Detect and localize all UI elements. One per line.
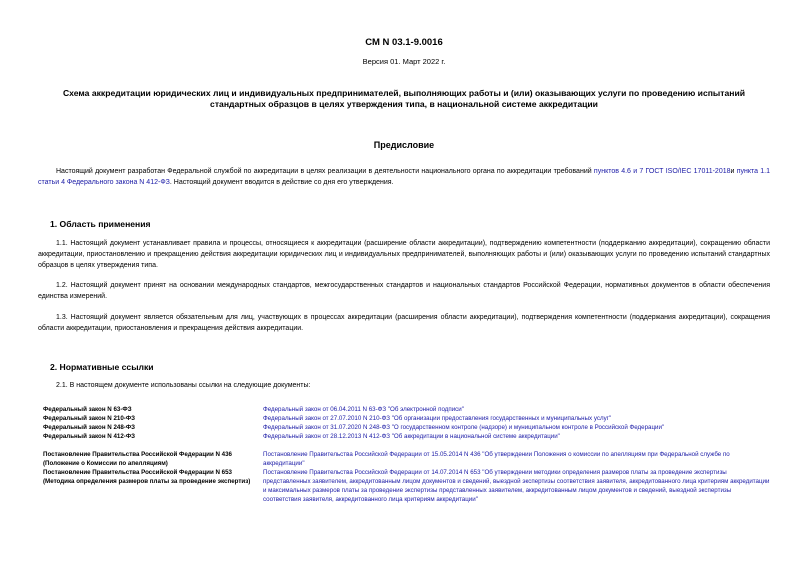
table-row (43, 405, 770, 414)
title-line-2: стандартных образцов в целях утверждения типа, в национальной системе аккредитации (210, 99, 598, 109)
ref-name: Федеральный закон N 412-ФЗ (43, 433, 136, 440)
section-1-paragraph-1: 1.1. Настоящий документ устанавливает правила и процессы, относящиеся к аккредитации (расширение области аккредитации), подтверждению компетентности (поддержанию аккредитации), сокращению области аккредитации, приостановлению и прекращению действия аккредитации юридических лиц и индивидуальных предпринимателей, выполняющих работы и (или) оказывающих услуги по проведению испытаний стандартных образцов в целях утверждения типа. (38, 240, 770, 269)
table-gap (43, 441, 770, 450)
ref-link[interactable]: Федеральный закон от 06.04.2011 N 63-ФЗ "Об электронной подписи" (263, 406, 464, 413)
preface-paragraph (38, 166, 770, 188)
title-line-1: Схема аккредитации юридических лиц и индивидуальных предпринимателей, выполняющих работы и (или) оказывающих услуги по проведению испытаний (62, 88, 746, 98)
ref-name: Постановление Правительства Российской Федерации N 653 (Методика определения размеров платы за проведение экспертиз) (43, 469, 251, 485)
ref-link[interactable]: Постановление Правительства Российской Федерации от 14.07.2014 N 653 "Об утверждении методики определения размеров платы за проведение экспертизы представленных заявителем, аккредитованным лицом документов и сведений, выездной экспертизы соответствия заявителя, аккредитованного лица критериям аккредитации и максимальных размеров платы за проведение экспертизы представленных заявителем, аккредитованным лицом документов и сведений, выездной экспертизы соответствия заявителя, аккредитованного лица критериям аккредитации" (263, 469, 770, 503)
section-2-heading: 2. Нормативные ссылки (50, 362, 154, 372)
gost-link[interactable]: пунктов 4.6 и 7 ГОСТ ISO/IEC 17011-2018 (593, 168, 731, 175)
law-412-link[interactable]: пункта 1.1 статьи 4 Федерального закона N 412-ФЗ (38, 168, 770, 186)
table-row (43, 423, 770, 432)
preface-text-before: Настоящий документ разработан Федеральной службой по аккредитации в целях реализации в деятельности национального органа по аккредитации требований (56, 168, 594, 175)
section-1-paragraph-3: 1.3. Настоящий документ является обязательным для лиц, участвующих в процессах аккредитации (расширения области аккредитации), подтверждения компетентности (поддержания аккредитации), сокращения области аккредитации, приостановления и прекращения действия аккредитации. (38, 314, 770, 332)
preface-heading: Предисловие (373, 140, 435, 150)
table-row (43, 432, 770, 441)
ref-name: Федеральный закон N 210-ФЗ (43, 415, 136, 422)
section-1-heading: 1. Область применения (50, 219, 151, 229)
table-row (43, 450, 770, 468)
table-row (43, 414, 770, 423)
references-table (43, 405, 770, 504)
preface-text-after: . Настоящий документ вводится в действие со дня его утверждения. (169, 179, 394, 186)
ref-name: Федеральный закон N 248-ФЗ (43, 424, 136, 431)
section-2-intro: 2.1. В настоящем документе использованы ссылки на следующие документы: (56, 382, 311, 389)
document-code: СМ N 03.1-9.0016 (365, 37, 443, 48)
section-1-paragraph-2: 1.2. Настоящий документ принят на основании международных стандартов, межгосударственных стандартов и национальных стандартов Российской Федерации, нормативных документов в области обеспечения единства измерений. (38, 282, 770, 300)
ref-link[interactable]: Федеральный закон от 27.07.2010 N 210-ФЗ "Об организации предоставления государственных и муниципальных услуг" (263, 415, 612, 422)
document-version: Версия 01. Март 2022 г. (362, 57, 446, 66)
preface-text-mid: и (730, 168, 737, 175)
ref-name: Постановление Правительства Российской Федерации N 436 (Положение о Комиссии по апелляциям) (43, 451, 232, 467)
ref-link[interactable]: Федеральный закон от 31.07.2020 N 248-ФЗ "О государственном контроле (надзоре) и муниципальном контроле в Российской Федерации" (263, 424, 665, 431)
document-title (38, 88, 770, 110)
ref-link[interactable]: Федеральный закон от 28.12.2013 N 412-ФЗ "Об аккредитации в национальной системе аккредитации" (263, 433, 560, 440)
table-row (43, 468, 770, 504)
ref-link[interactable]: Постановление Правительства Российской Федерации от 15.05.2014 N 436 "Об утверждении Положения о комиссии по апелляциям при Федеральной службе по аккредитации" (263, 451, 730, 467)
ref-name: Федеральный закон N 63-ФЗ (43, 406, 132, 413)
